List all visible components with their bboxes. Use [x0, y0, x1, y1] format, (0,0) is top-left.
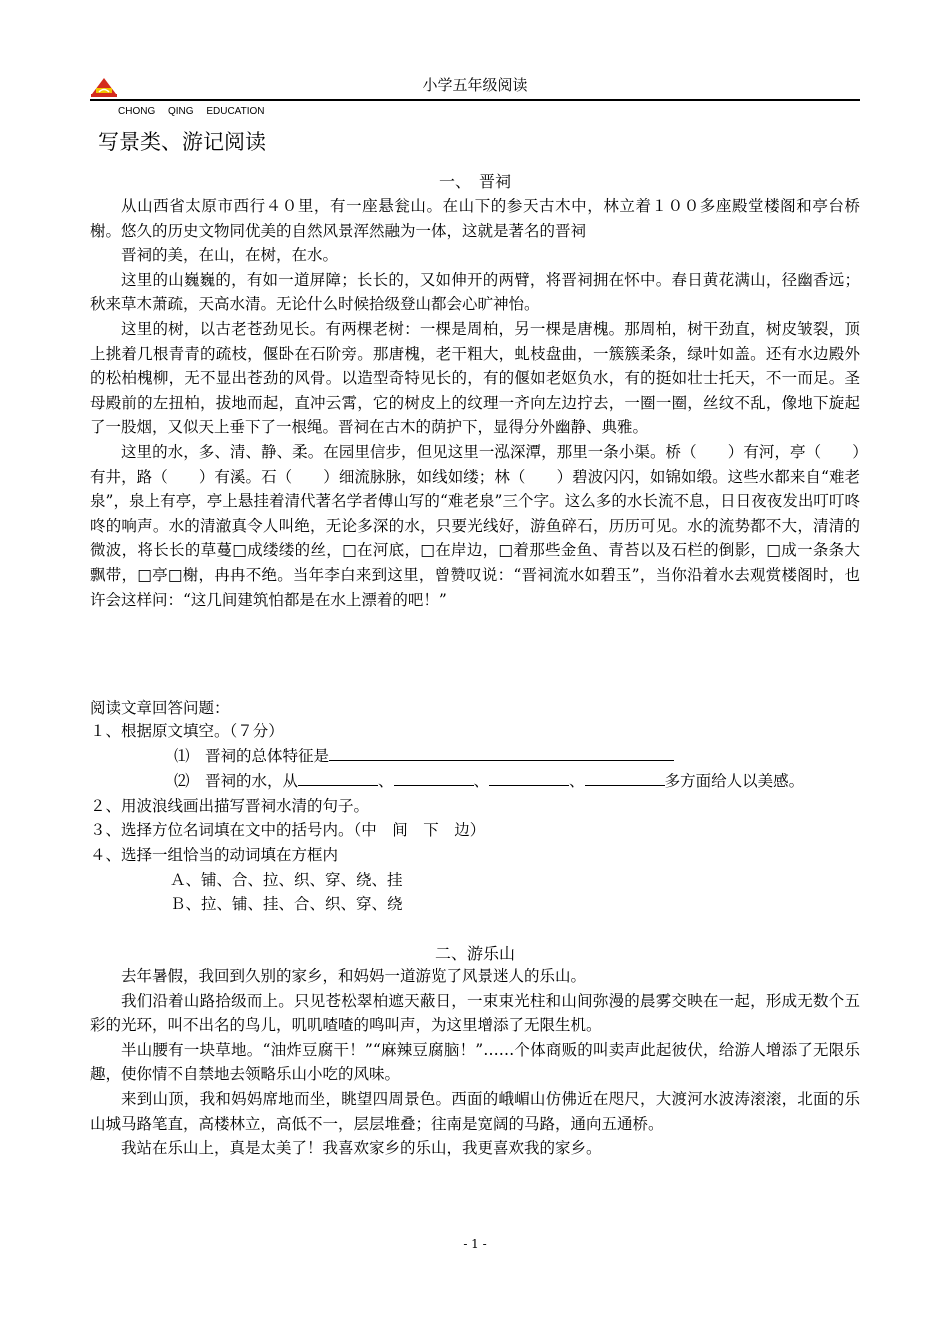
paragraph: 从山西省太原市西行４０里，有一座悬瓮山。在山下的参天古木中，林立着１００多座殿堂楼阁和亭台桥榭。悠久的历史文物同优美的自然风景浑然融为一体，这就是著名的晋祠	[90, 197, 860, 240]
paragraph: 晋祠的美，在山，在树，在水。	[121, 246, 339, 265]
question-3: ３、选择方位名词填在文中的括号内。（中 间 下 边）	[90, 821, 486, 839]
header-divider	[90, 99, 860, 101]
paragraph: 这里的水，多、清、静、柔。在园里信步，但见这里一泓深潭，那里一条小渠。桥（ ）有河，亭（ ）有井，路（ ）有溪。石（ ）细流脉脉，如线如缕；林（ ）碧波闪闪，如锦如缎。这些水都来自“难老泉”，泉上有亭，亭上悬挂着清代著名学者傅山写的“难老泉”三个字。这么多的水长流不息，日日夜夜发出叮叮咚咚的响声。水的清澈真令人叫绝，无论多深的水，只要光线好，游鱼碎石，历历可见。水的流势都不大，清清的微波，将长长的草蔓□成缕缕的丝，□在河底，□在岸边，□着那些金鱼、青苔以及石栏的倒影，□成一条条大飘带，□亭□榭，冉冉不绝。当年李白来到这里，曾赞叹说：“晋祠流水如碧玉”，当你沿着水去观赏楼阁时，也许会这样问：“这几间建筑怕都是在水上漂着的吧！”	[90, 442, 860, 609]
question-4: ４、选择一组恰当的动词填在方框内	[90, 846, 339, 864]
paragraph: 这里的山巍巍的，有如一道屏障；长长的，又如伸开的两臂，将晋祠拥在怀中。春日黄花满山，径幽香远；秋来草木萧疏，天高水清。无论什么时候拾级登山都会心旷神怡。	[90, 270, 860, 314]
answer-blank[interactable]	[585, 769, 665, 786]
section-body-leshan	[90, 964, 860, 1161]
question-1-2-suffix: 多方面给人以美感。	[664, 772, 805, 790]
paragraph: 来到山顶，我和妈妈席地而坐，眺望四周景色。西面的峨嵋山仿佛近在咫尺，大渡河水波涛滚滚，北面的乐山城马路笔直，高楼林立，高低不一，层层堆叠；往南是宽阔的马路，通向五通桥。	[90, 1089, 860, 1133]
paragraph: 半山腰有一块草地。“油炸豆腐干！”“麻辣豆腐脑！”……个体商贩的叫卖声此起彼伏，给游人增添了无限乐趣，使你情不自禁地去领略乐山小吃的风味。	[90, 1040, 860, 1084]
answer-blank[interactable]	[394, 769, 474, 786]
section-body-jinci	[90, 194, 860, 612]
paragraph: 我们沿着山路拾级而上。只见苍松翠柏遮天蔽日，一束束光柱和山间弥漫的晨雾交映在一起，形成无数个五彩的光环，叫不出名的鸟儿，叽叽喳喳的鸣叫声，为这里增添了无限生机。	[90, 991, 860, 1035]
separator: 、	[473, 772, 490, 790]
separator: 、	[378, 772, 394, 790]
answer-blank[interactable]	[298, 769, 378, 786]
paragraph: 这里的树，以古老苍劲见长。有两棵老树：一棵是周柏，另一棵是唐槐。那周柏，树干劲直，树皮皱裂，顶上挑着几根青青的疏枝，偃卧在石阶旁。那唐槐，老干粗大，虬枝盘曲，一簇簇柔条，绿叶如盖。还有水边殿外的松柏槐柳，无不显出苍劲的风骨。以造型奇特见长的，有的偃如老妪负水，有的挺如壮士托天，不一而足。圣母殿前的左扭柏，拔地而起，直冲云霄，它的树皮上的纹理一齐向左边拧去，一圈一圈，丝纹不乱，像地下旋起了一股烟，又似天上垂下了一根绳。晋祠在古木的荫护下，显得分外幽静、典雅。	[90, 319, 860, 437]
question-1-2	[174, 769, 804, 791]
question-1-1-text: ⑴ 晋祠的总体特征是	[174, 747, 330, 765]
paragraph: 我站在乐山上，真是太美了！我喜欢家乡的乐山，我更喜欢我的家乡。	[121, 1139, 602, 1158]
brand-text: CHONG QING EDUCATION	[118, 106, 265, 117]
paragraph: 去年暑假，我回到久别的家乡，和妈妈一道游览了风景迷人的乐山。	[121, 967, 587, 985]
answer-blank[interactable]	[489, 769, 569, 786]
question-1-2-prefix: ⑵ 晋祠的水，从	[174, 772, 299, 790]
question-2: ２、用波浪线画出描写晋祠水清的句子。	[90, 797, 370, 815]
section-title-jinci: 一、 晋祠	[438, 172, 511, 191]
questions-heading: 阅读文章回答问题：	[90, 699, 230, 717]
section-title-leshan: 二、游乐山	[434, 944, 515, 963]
separator: 、	[569, 772, 585, 790]
category-heading: 写景类、游记阅读	[98, 130, 266, 154]
option-a: Ａ、铺、合、拉、织、穿、绕、挂	[170, 871, 403, 889]
question-1-1	[174, 744, 674, 766]
document-title: 小学五年级阅读	[422, 76, 528, 94]
page-number: - 1 -	[463, 1237, 487, 1251]
answer-blank[interactable]	[329, 744, 674, 761]
option-b: Ｂ、拉、铺、挂、合、织、穿、绕	[170, 895, 403, 913]
question-1: １、根据原文填空。（７分）	[90, 722, 284, 740]
